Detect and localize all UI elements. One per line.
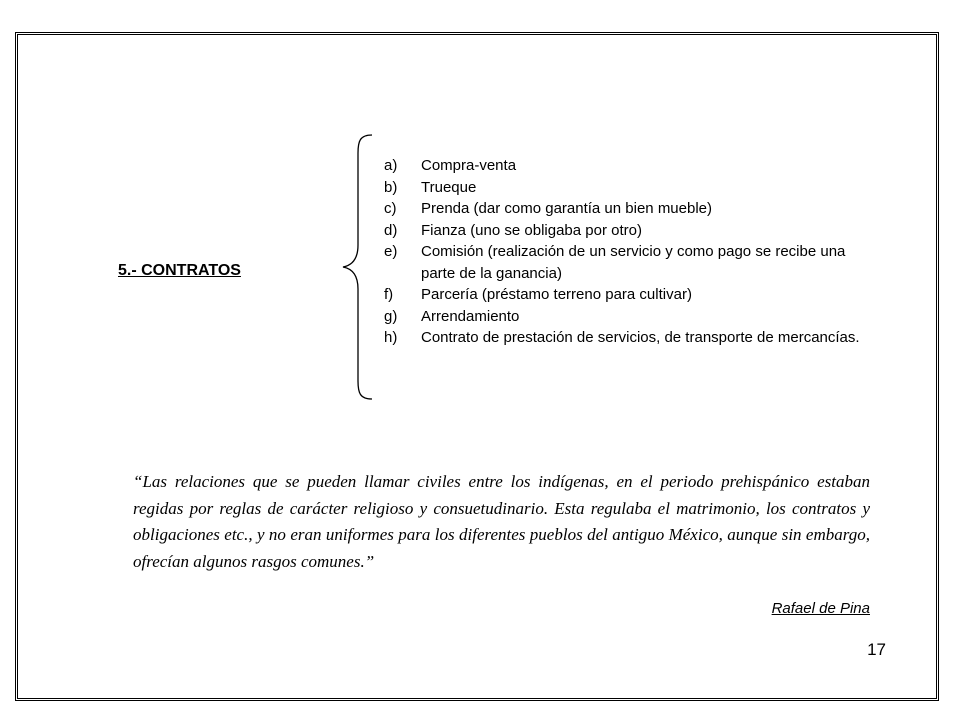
list-item-text: Trueque — [421, 178, 477, 196]
list-item — [384, 241, 864, 284]
list-marker: e) — [384, 243, 398, 260]
list-marker: c) — [384, 200, 397, 217]
list-marker: b) — [384, 178, 398, 196]
list-item — [384, 155, 864, 177]
quote-text: “Las relaciones que se pueden llamar civiles entre los indígenas, en el periodo prehispánico estaban regidas por reglas de carácter religioso y consuetudinario. Esta regulaba el matrimonio, los contratos y obligaciones etc., y no eran uniformes para los diferentes pueblos del antiguo México, aunque sin embargo, ofrecían algunos rasgos comunes.” — [133, 472, 870, 571]
quote-author: Rafael de Pina — [771, 600, 870, 617]
list-marker: f) — [384, 286, 394, 303]
list-item — [384, 220, 864, 242]
list-marker: g) — [384, 307, 398, 325]
section-title: 5.- CONTRATOS — [118, 262, 241, 279]
list-marker: a) — [384, 157, 398, 174]
list-marker: d) — [384, 221, 398, 239]
list-item — [384, 177, 864, 199]
list-item — [384, 306, 864, 328]
list-item — [384, 327, 864, 349]
curly-brace — [340, 133, 380, 401]
list-item-text: Fianza (uno se obligaba por otro) — [421, 221, 642, 239]
list-item-text: Contrato de prestación de servicios, de transporte de mercancías. — [421, 329, 860, 346]
list-item — [384, 284, 864, 306]
list-item-text: Comisión (realización de un servicio y como pago se recibe una parte de la ganancia) — [421, 243, 846, 282]
list-item-text: Parcería (préstamo terreno para cultivar) — [421, 286, 692, 303]
list-item-text: Prenda (dar como garantía un bien mueble) — [421, 200, 713, 217]
page-number: 17 — [867, 640, 886, 659]
list-item-text: Arrendamiento — [421, 307, 520, 325]
list-item-text: Compra-venta — [421, 157, 517, 174]
contract-types-list — [384, 155, 864, 349]
list-item — [384, 198, 864, 220]
list-marker: h) — [384, 329, 398, 346]
